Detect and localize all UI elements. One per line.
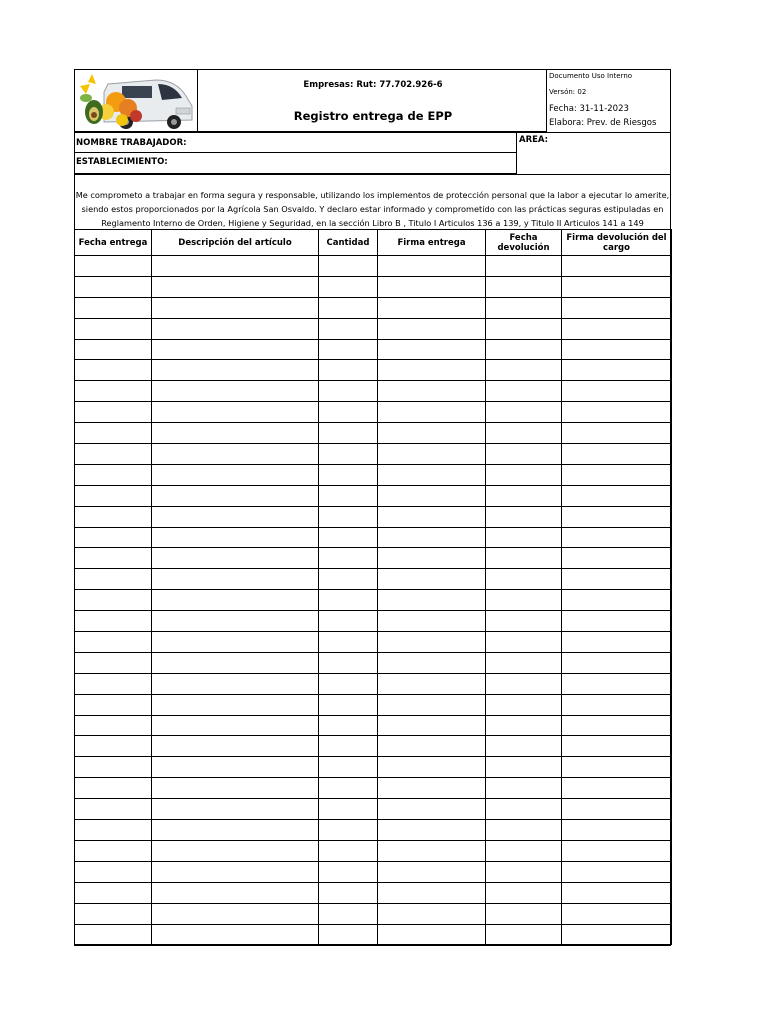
table-cell[interactable] xyxy=(562,924,672,945)
table-cell[interactable] xyxy=(378,820,486,841)
table-cell[interactable] xyxy=(486,861,562,882)
table-cell[interactable] xyxy=(75,527,152,548)
table-cell[interactable] xyxy=(75,840,152,861)
establishment-row xyxy=(74,152,517,174)
table-cell[interactable] xyxy=(486,778,562,799)
table-row xyxy=(75,840,672,861)
table-cell[interactable] xyxy=(486,527,562,548)
table-cell[interactable] xyxy=(562,882,672,903)
table-cell[interactable] xyxy=(562,297,672,318)
table-cell[interactable] xyxy=(152,276,319,297)
table-cell[interactable] xyxy=(378,903,486,924)
table-cell[interactable] xyxy=(319,402,378,423)
table-cell[interactable] xyxy=(486,444,562,465)
table-cell[interactable] xyxy=(378,276,486,297)
table-cell[interactable] xyxy=(75,485,152,506)
table-cell[interactable] xyxy=(486,569,562,590)
col-cantidad: Cantidad xyxy=(319,230,378,256)
table-cell[interactable] xyxy=(378,861,486,882)
table-row xyxy=(75,778,672,799)
table-cell[interactable] xyxy=(486,924,562,945)
table-cell[interactable] xyxy=(152,736,319,757)
table-cell[interactable] xyxy=(562,715,672,736)
company-rut: Empresas: Rut: 77.702.926-6 xyxy=(303,80,443,90)
table-body xyxy=(75,256,672,945)
table-row xyxy=(75,611,672,632)
table-cell[interactable] xyxy=(75,694,152,715)
table-cell[interactable] xyxy=(378,527,486,548)
doc-prepared-by: Elabora: Prev. de Riesgos xyxy=(549,118,657,128)
table-cell[interactable] xyxy=(152,632,319,653)
table-cell[interactable] xyxy=(75,715,152,736)
table-cell[interactable] xyxy=(152,673,319,694)
table-cell[interactable] xyxy=(152,757,319,778)
table-row xyxy=(75,569,672,590)
table-cell[interactable] xyxy=(562,694,672,715)
table-cell[interactable] xyxy=(75,506,152,527)
table-cell[interactable] xyxy=(319,757,378,778)
table-cell[interactable] xyxy=(562,632,672,653)
table-cell[interactable] xyxy=(486,297,562,318)
doc-date: Fecha: 31-11-2023 xyxy=(549,104,629,114)
table-cell[interactable] xyxy=(378,339,486,360)
table-cell[interactable] xyxy=(486,840,562,861)
table-row xyxy=(75,820,672,841)
table-cell[interactable] xyxy=(486,903,562,924)
table-cell[interactable] xyxy=(152,861,319,882)
table-cell[interactable] xyxy=(486,757,562,778)
table-cell[interactable] xyxy=(562,423,672,444)
table-cell[interactable] xyxy=(562,485,672,506)
table-cell[interactable] xyxy=(486,673,562,694)
table-cell[interactable] xyxy=(319,694,378,715)
table-cell[interactable] xyxy=(486,632,562,653)
table-row xyxy=(75,360,672,381)
table-cell[interactable] xyxy=(75,318,152,339)
table-cell[interactable] xyxy=(319,632,378,653)
table-cell[interactable] xyxy=(562,673,672,694)
table-cell[interactable] xyxy=(75,757,152,778)
table-cell[interactable] xyxy=(152,652,319,673)
table-cell[interactable] xyxy=(75,820,152,841)
table-cell[interactable] xyxy=(152,799,319,820)
table-cell[interactable] xyxy=(152,506,319,527)
table-cell[interactable] xyxy=(75,276,152,297)
table-cell[interactable] xyxy=(378,444,486,465)
table-cell[interactable] xyxy=(486,506,562,527)
table-cell[interactable] xyxy=(75,611,152,632)
table-row xyxy=(75,444,672,465)
table-cell[interactable] xyxy=(378,590,486,611)
table-row xyxy=(75,590,672,611)
table-cell[interactable] xyxy=(319,903,378,924)
table-cell[interactable] xyxy=(378,673,486,694)
table-row xyxy=(75,276,672,297)
table-cell[interactable] xyxy=(486,548,562,569)
table-cell[interactable] xyxy=(319,318,378,339)
table-cell[interactable] xyxy=(486,736,562,757)
table-cell[interactable] xyxy=(319,673,378,694)
table-cell[interactable] xyxy=(562,464,672,485)
table-cell[interactable] xyxy=(319,360,378,381)
table-cell[interactable] xyxy=(319,778,378,799)
table-row xyxy=(75,652,672,673)
table-row xyxy=(75,423,672,444)
table-cell[interactable] xyxy=(486,799,562,820)
table-cell[interactable] xyxy=(319,297,378,318)
table-cell[interactable] xyxy=(378,611,486,632)
table-cell[interactable] xyxy=(319,590,378,611)
table-cell[interactable] xyxy=(75,652,152,673)
table-cell[interactable] xyxy=(378,506,486,527)
table-cell[interactable] xyxy=(319,464,378,485)
table-cell[interactable] xyxy=(152,924,319,945)
table-row xyxy=(75,402,672,423)
table-cell[interactable] xyxy=(562,569,672,590)
table-row xyxy=(75,903,672,924)
col-firma-entrega: Firma entrega xyxy=(378,230,486,256)
table-cell[interactable] xyxy=(378,924,486,945)
table-cell[interactable] xyxy=(319,527,378,548)
table-cell[interactable] xyxy=(562,276,672,297)
table-cell[interactable] xyxy=(562,736,672,757)
table-cell[interactable] xyxy=(75,444,152,465)
table-cell[interactable] xyxy=(152,590,319,611)
table-cell[interactable] xyxy=(152,840,319,861)
table-cell[interactable] xyxy=(319,924,378,945)
table-cell[interactable] xyxy=(378,652,486,673)
commitment-line-3: Reglamento Interno de Orden, Higiene y Seguridad, en la sección Libro B , Titulo I Articulos 136 a 139, y Titulo II Articulos 141 a 149 xyxy=(101,218,644,228)
commitment-statement xyxy=(74,188,671,230)
table-row xyxy=(75,715,672,736)
table-cell[interactable] xyxy=(378,381,486,402)
table-cell[interactable] xyxy=(75,339,152,360)
table-cell[interactable] xyxy=(378,778,486,799)
table-cell[interactable] xyxy=(152,527,319,548)
table-cell[interactable] xyxy=(152,778,319,799)
table-cell[interactable] xyxy=(152,444,319,465)
table-cell[interactable] xyxy=(75,778,152,799)
table-cell[interactable] xyxy=(319,820,378,841)
doc-metadata xyxy=(547,69,671,132)
table-cell[interactable] xyxy=(562,757,672,778)
table-cell[interactable] xyxy=(319,444,378,465)
table-cell[interactable] xyxy=(378,882,486,903)
table-row xyxy=(75,673,672,694)
table-row xyxy=(75,485,672,506)
table-cell[interactable] xyxy=(75,402,152,423)
table-cell[interactable] xyxy=(378,569,486,590)
table-cell[interactable] xyxy=(152,548,319,569)
table-cell[interactable] xyxy=(378,485,486,506)
table-cell[interactable] xyxy=(486,464,562,485)
table-row xyxy=(75,632,672,653)
doc-version: Versón: 02 xyxy=(549,88,587,96)
table-cell[interactable] xyxy=(486,256,562,277)
table-row xyxy=(75,318,672,339)
table-cell[interactable] xyxy=(486,590,562,611)
worker-name-label: NOMBRE TRABAJADOR: xyxy=(76,138,187,148)
table-cell[interactable] xyxy=(562,318,672,339)
table-cell[interactable] xyxy=(486,423,562,444)
table-cell[interactable] xyxy=(486,694,562,715)
table-cell[interactable] xyxy=(75,297,152,318)
table-cell[interactable] xyxy=(75,360,152,381)
table-cell[interactable] xyxy=(486,402,562,423)
table-cell[interactable] xyxy=(378,548,486,569)
table-cell[interactable] xyxy=(319,506,378,527)
table-cell[interactable] xyxy=(486,611,562,632)
table-cell[interactable] xyxy=(152,715,319,736)
table-cell[interactable] xyxy=(486,381,562,402)
table-cell[interactable] xyxy=(562,778,672,799)
table-row xyxy=(75,694,672,715)
commitment-line-2: siendo estos proporcionados por la Agrícola San Osvaldo. Y declaro estar informado y comprometido con las prácticas seguras estipuladas en xyxy=(81,204,664,214)
table-cell[interactable] xyxy=(562,861,672,882)
table-cell[interactable] xyxy=(152,339,319,360)
epp-delivery-table xyxy=(74,229,672,945)
table-cell[interactable] xyxy=(319,861,378,882)
table-cell[interactable] xyxy=(378,423,486,444)
table-cell[interactable] xyxy=(152,569,319,590)
table-cell[interactable] xyxy=(75,882,152,903)
table-cell[interactable] xyxy=(562,590,672,611)
table-cell[interactable] xyxy=(319,256,378,277)
table-row xyxy=(75,736,672,757)
table-row xyxy=(75,339,672,360)
table-header-row xyxy=(75,230,672,256)
table-cell[interactable] xyxy=(562,840,672,861)
table-cell[interactable] xyxy=(562,652,672,673)
table-cell[interactable] xyxy=(486,882,562,903)
table-cell[interactable] xyxy=(378,694,486,715)
table-cell[interactable] xyxy=(75,381,152,402)
table-cell[interactable] xyxy=(152,402,319,423)
worker-name-row xyxy=(74,132,517,153)
table-cell[interactable] xyxy=(486,360,562,381)
table-row xyxy=(75,381,672,402)
table-cell[interactable] xyxy=(75,548,152,569)
table-cell[interactable] xyxy=(562,820,672,841)
table-cell[interactable] xyxy=(152,485,319,506)
table-cell[interactable] xyxy=(152,423,319,444)
table-row xyxy=(75,882,672,903)
table-cell[interactable] xyxy=(152,256,319,277)
table-cell[interactable] xyxy=(378,464,486,485)
table-row xyxy=(75,924,672,945)
table-cell[interactable] xyxy=(75,423,152,444)
table-cell[interactable] xyxy=(319,423,378,444)
table-cell[interactable] xyxy=(152,318,319,339)
table-cell[interactable] xyxy=(486,339,562,360)
table-cell[interactable] xyxy=(378,256,486,277)
table-cell[interactable] xyxy=(75,464,152,485)
table-cell[interactable] xyxy=(378,840,486,861)
table-row xyxy=(75,464,672,485)
table-cell[interactable] xyxy=(75,569,152,590)
col-descripcion: Descripción del artículo xyxy=(152,230,319,256)
col-firma-devolucion: Firma devolución del cargo xyxy=(562,230,672,256)
table-cell[interactable] xyxy=(152,464,319,485)
table-cell[interactable] xyxy=(75,861,152,882)
table-cell[interactable] xyxy=(486,485,562,506)
col-fecha-devolucion: Fecha devolución xyxy=(486,230,562,256)
table-cell[interactable] xyxy=(319,276,378,297)
table-cell[interactable] xyxy=(152,360,319,381)
table-cell[interactable] xyxy=(562,402,672,423)
area-label: AREA: xyxy=(519,135,549,145)
table-cell[interactable] xyxy=(562,903,672,924)
table-cell[interactable] xyxy=(75,673,152,694)
table-cell[interactable] xyxy=(75,632,152,653)
table-cell[interactable] xyxy=(319,736,378,757)
table-cell[interactable] xyxy=(319,569,378,590)
table-cell[interactable] xyxy=(562,799,672,820)
area-cell xyxy=(516,132,671,174)
table-cell[interactable] xyxy=(75,256,152,277)
van-with-fruits-logo xyxy=(78,72,196,130)
table-cell[interactable] xyxy=(378,632,486,653)
header-title-cell xyxy=(197,69,547,132)
table-row xyxy=(75,527,672,548)
table-cell[interactable] xyxy=(319,548,378,569)
table-cell[interactable] xyxy=(562,339,672,360)
table-cell[interactable] xyxy=(319,840,378,861)
table-cell[interactable] xyxy=(562,506,672,527)
table-cell[interactable] xyxy=(319,882,378,903)
table-cell[interactable] xyxy=(486,715,562,736)
establishment-label: ESTABLECIMIENTO: xyxy=(76,157,168,167)
table-cell[interactable] xyxy=(152,882,319,903)
table-cell[interactable] xyxy=(378,799,486,820)
table-cell[interactable] xyxy=(319,652,378,673)
page-title: Registro entrega de EPP xyxy=(293,109,453,123)
table-cell[interactable] xyxy=(319,485,378,506)
table-cell[interactable] xyxy=(378,360,486,381)
table-row xyxy=(75,506,672,527)
table-cell[interactable] xyxy=(75,924,152,945)
table-cell[interactable] xyxy=(378,297,486,318)
table-cell[interactable] xyxy=(152,820,319,841)
table-cell[interactable] xyxy=(562,444,672,465)
table-row xyxy=(75,548,672,569)
table-cell[interactable] xyxy=(319,715,378,736)
table-cell[interactable] xyxy=(75,799,152,820)
table-cell[interactable] xyxy=(152,903,319,924)
table-cell[interactable] xyxy=(152,381,319,402)
table-cell[interactable] xyxy=(152,694,319,715)
table-cell[interactable] xyxy=(562,527,672,548)
table-cell[interactable] xyxy=(562,611,672,632)
table-row xyxy=(75,861,672,882)
table-cell[interactable] xyxy=(486,652,562,673)
table-cell[interactable] xyxy=(486,820,562,841)
table-cell[interactable] xyxy=(486,276,562,297)
table-cell[interactable] xyxy=(378,757,486,778)
table-cell[interactable] xyxy=(378,715,486,736)
table-cell[interactable] xyxy=(319,799,378,820)
table-cell[interactable] xyxy=(378,736,486,757)
table-cell[interactable] xyxy=(319,611,378,632)
table-cell[interactable] xyxy=(562,256,672,277)
logo-cell xyxy=(74,69,198,132)
table-cell[interactable] xyxy=(562,360,672,381)
table-cell[interactable] xyxy=(562,381,672,402)
table-cell[interactable] xyxy=(75,736,152,757)
col-fecha-entrega: Fecha entrega xyxy=(75,230,152,256)
table-row xyxy=(75,799,672,820)
table-cell[interactable] xyxy=(75,903,152,924)
table-cell[interactable] xyxy=(75,590,152,611)
establishment-divider xyxy=(74,174,671,175)
table-row xyxy=(75,256,672,277)
table-cell[interactable] xyxy=(378,318,486,339)
table-cell[interactable] xyxy=(562,548,672,569)
table-cell[interactable] xyxy=(319,381,378,402)
table-cell[interactable] xyxy=(378,402,486,423)
doc-type: Documento Uso Interno xyxy=(549,72,633,80)
table-row xyxy=(75,757,672,778)
table-cell[interactable] xyxy=(152,611,319,632)
table-row xyxy=(75,297,672,318)
table-cell[interactable] xyxy=(152,297,319,318)
commitment-line-1: Me comprometo a trabajar en forma segura y responsable, utilizando los implementos de protección personal que la labor a ejecutar lo amerite, xyxy=(75,190,670,200)
table-cell[interactable] xyxy=(319,339,378,360)
table-cell[interactable] xyxy=(486,318,562,339)
